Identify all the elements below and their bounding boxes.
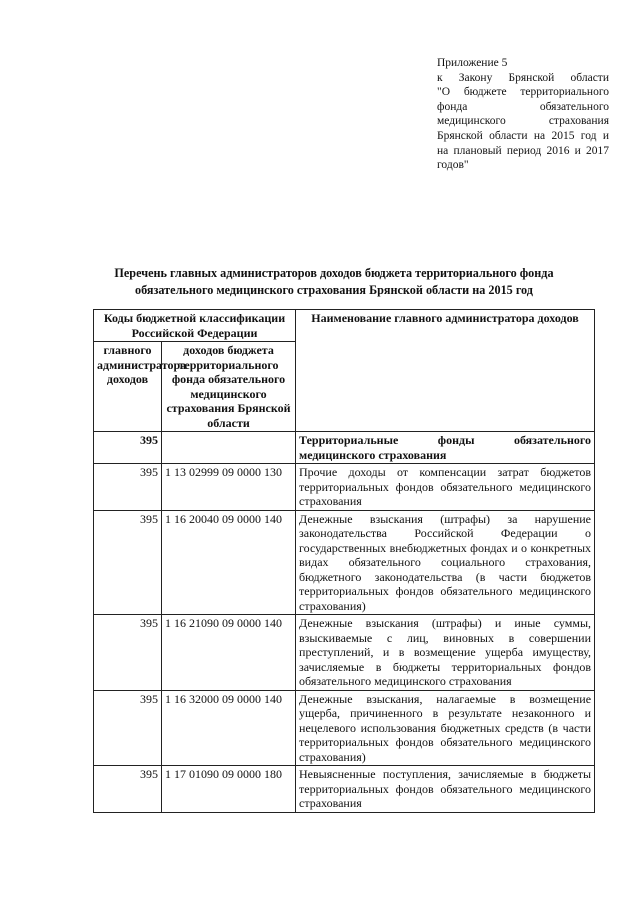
title-line-1: Перечень главных администраторов доходов бюджета территориального фонда [114,266,554,280]
table-row [94,690,595,766]
main-code-cell: 395 [94,615,162,691]
administrator-name-cell: Невыясненные поступления, зачисляемые в бюджеты территориальных фондов обязательного медицинского страхования [296,766,595,813]
administrator-name-cell: Денежные взыскания (штрафы) и иные суммы, взыскиваемые с лиц, виновных в совершении преступлений, и в возмещение ущерба имуществу, зачисляемые в бюджеты территориальных фондов обязательного медицинского страхования [296,615,595,691]
appendix-line: Брянской области на 2015 год и [437,129,609,142]
header-administrator-name: Наименование главного администратора доходов [296,310,595,432]
appendix-line: медицинского страхования [437,115,609,128]
table-row [94,464,595,511]
income-code-cell [162,432,296,464]
main-code-cell: 395 [94,510,162,615]
main-code-cell: 395 [94,432,162,464]
administrator-name-cell: Прочие доходы от компенсации затрат бюджетов территориальных фондов обязательного медицинского страхования [296,464,595,511]
administrator-name-cell: Денежные взыскания, налагаемые в возмещение ущерба, причиненного в результате незаконного и нецелевого использования бюджетных средств (в части территориальных фондов обязательного медицинского страхования) [296,690,595,766]
table-row [94,432,595,464]
income-code-cell: 1 17 01090 09 0000 180 [162,766,296,813]
appendix-line: годов" [437,159,469,172]
table-row [94,615,595,691]
document-title [60,265,608,299]
appendix-block [437,56,609,173]
administrators-table [93,309,595,813]
appendix-line: фонда обязательного [437,100,609,113]
main-code-cell: 395 [94,464,162,511]
administrator-name-cell: Денежные взыскания (штрафы) за нарушение законодательства Российской Федерации о государственных внебюджетных фондах и о конкретных видах обязательного социального страхования, бюджетного законодательства (в части бюджетов территориальных фондов обязательного медицинского страхования) [296,510,595,615]
appendix-line: на плановый период 2016 и 2017 [437,144,609,157]
appendix-line: Приложение 5 [437,57,508,69]
income-code-cell: 1 16 32000 09 0000 140 [162,690,296,766]
table-row [94,510,595,615]
income-code-cell: 1 16 20040 09 0000 140 [162,510,296,615]
main-code-cell: 395 [94,690,162,766]
income-code-cell: 1 16 21090 09 0000 140 [162,615,296,691]
title-line-2: обязательного медицинского страхования Брянской области на 2015 год [135,283,533,297]
header-main-administrator: главного администратора доходов [94,342,162,432]
table-row [94,766,595,813]
income-code-cell: 1 13 02999 09 0000 130 [162,464,296,511]
main-code-cell: 395 [94,766,162,813]
header-classification-codes: Коды бюджетной классификации Российской Федерации [94,310,296,342]
appendix-line: к Закону Брянской области [437,71,609,84]
header-income-code: доходов бюджета территориального фонда обязательного медицинского страхования Брянской области [162,342,296,432]
appendix-line: "О бюджете территориального [437,86,609,99]
administrator-name-cell: Территориальные фонды обязательного медицинского страхования [296,432,595,464]
